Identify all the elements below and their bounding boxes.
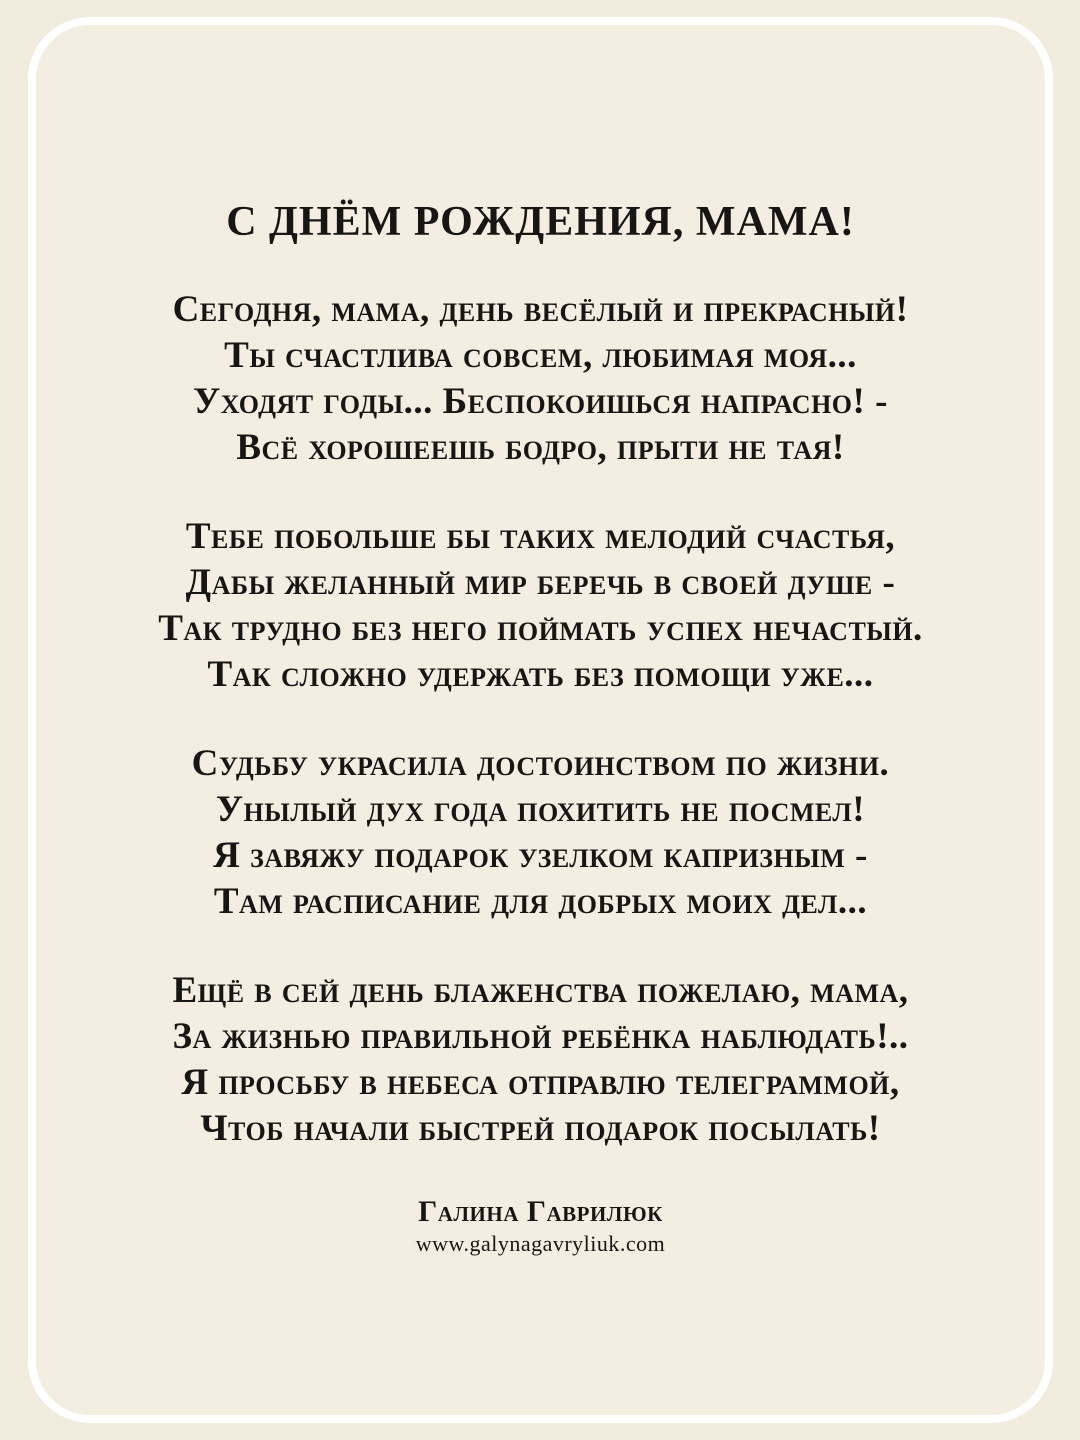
poem-line: Судьбу украсила достоинством по жизни. [191,743,890,784]
signature-block [36,1195,1045,1257]
stanza-3 [36,741,1045,925]
poem-line: Унылый дух года похитить не посмел! [215,789,866,830]
poem-line: Сегодня, мама, день весёлый и прекрасный! [172,289,909,330]
stanza-1 [36,287,1045,471]
poem-content [36,25,1045,1257]
poem-line: За жизнью правильной ребёнка наблюдать!.. [172,1016,909,1057]
poem-line: Ты счастлива совсем, любимая моя... [224,335,857,376]
poem-line: Чтоб начали быстрей подарок посылать! [200,1108,881,1149]
card-frame [28,17,1053,1423]
poem-line: Я завяжу подарок узелком капризным - [213,835,868,876]
poem-line: Тебе побольше бы таких мелодий счастья, [185,516,896,557]
poem-line: Я просьбу в небеса отправлю телеграммой, [181,1062,900,1103]
website-url: www.galynagavryliuk.com [415,1231,666,1256]
poem-line: Там расписание для добрых моих дел... [213,881,868,922]
poem-line: Дабы желанный мир беречь в своей душе - [185,562,896,603]
poem-line: Так трудно без него поймать успех нечастый. [158,608,923,649]
poem-line: Всё хорошеешь бодро, прыти не тая! [236,427,845,468]
poem-line: Уходят годы... Беспокоишься напрасно! - [193,381,888,422]
author-name: Галина Гаврилюк [418,1195,663,1228]
poem-title: С ДНЁМ РОЖДЕНИЯ, МАМА! [226,199,855,245]
stanza-4 [36,968,1045,1152]
stanza-2 [36,514,1045,698]
poem-line: Так сложно удержать без помощи уже... [207,654,874,695]
poem-line: Ещё в сей день блаженства пожелаю, мама, [172,970,909,1011]
